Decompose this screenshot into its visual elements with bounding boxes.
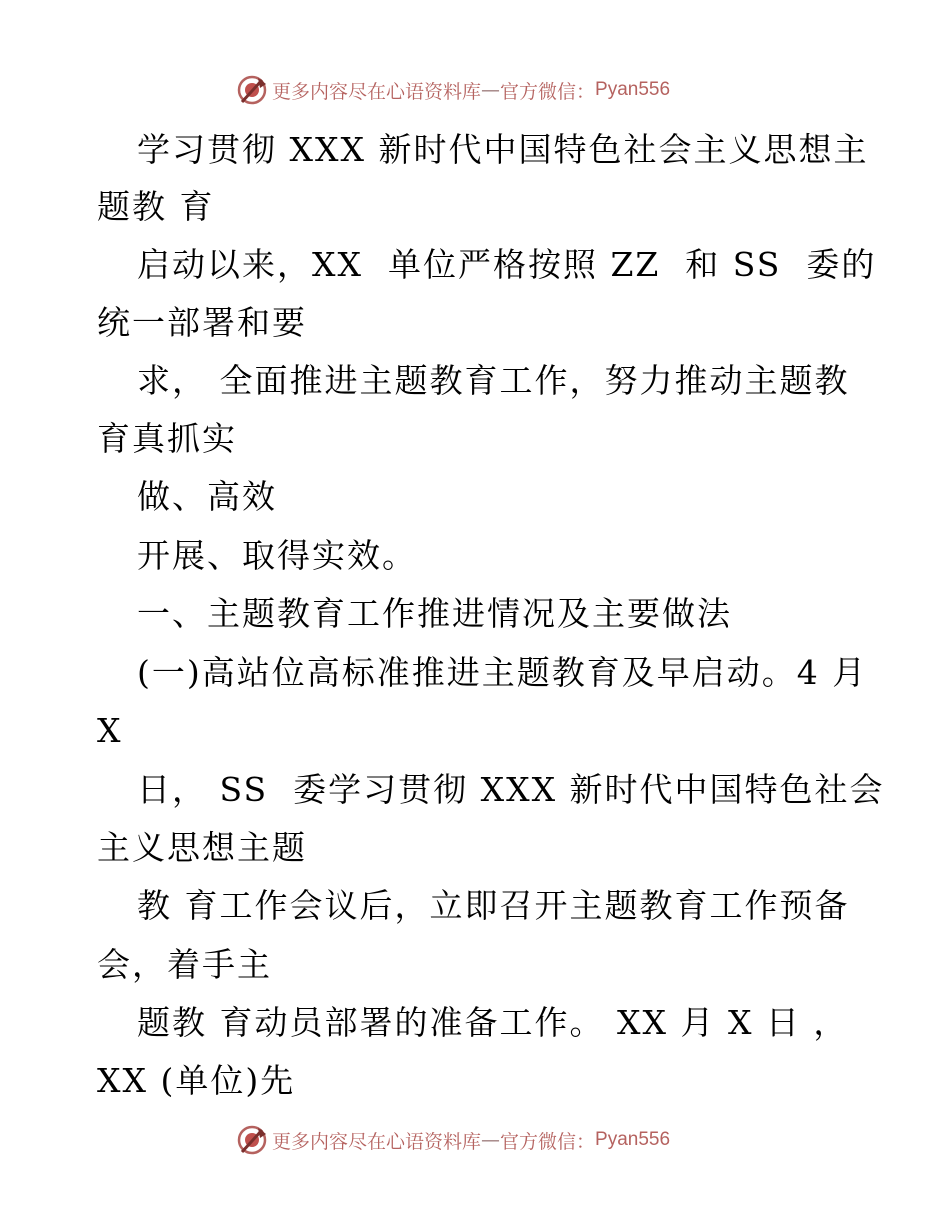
text-line: 统一部署和要	[97, 303, 307, 342]
text-line: 学习贯彻 XXX 新时代中国特色社会主义思想主	[137, 130, 869, 169]
text-line: 题教 育	[97, 187, 215, 226]
text-line: 题教 育动员部署的准备工作。 XX 月 X 日 ，	[137, 1003, 849, 1042]
watermark-brand: 更多内容尽在心语资料库	[272, 1130, 482, 1153]
text-line: XX (单位)先	[97, 1061, 296, 1100]
text-line: 启动以来，XX 单位严格按照 ZZ 和 SS 委的	[137, 245, 877, 284]
watermark-brand: 更多内容尽在心语资料库	[272, 80, 482, 103]
watermark-separator: —	[481, 1129, 501, 1151]
watermark-id: Pyan556	[595, 79, 671, 100]
watermark-label: 官方微信：	[500, 1130, 596, 1153]
text-line: 日， SS 委学习贯彻 XXX 新时代中国特色社会	[137, 770, 885, 809]
text-line: (一)高站位高标准推进主题教育及早启动。4 月	[137, 653, 868, 692]
watermark-separator: —	[481, 79, 501, 101]
text-line: 做、高效	[137, 477, 277, 516]
text-line: X	[97, 711, 123, 750]
watermark-header	[236, 72, 670, 108]
text-line: 求， 全面推进主题教育工作，努力推动主题教	[137, 361, 850, 400]
watermark-id: Pyan556	[595, 1129, 671, 1150]
quill-logo-icon	[236, 1124, 268, 1156]
text-line: 教 育工作会议后，立即召开主题教育工作预备	[137, 886, 850, 925]
text-line: 开展、取得实效。	[137, 536, 417, 575]
text-line: 一、主题教育工作推进情况及主要做法	[137, 594, 732, 633]
quill-logo-icon	[236, 74, 268, 106]
watermark-footer	[236, 1122, 670, 1158]
watermark-label: 官方微信：	[500, 80, 596, 103]
text-line: 会，着手主	[97, 945, 272, 984]
text-line: 主义思想主题	[97, 828, 307, 867]
text-line: 育真抓实	[97, 419, 237, 458]
